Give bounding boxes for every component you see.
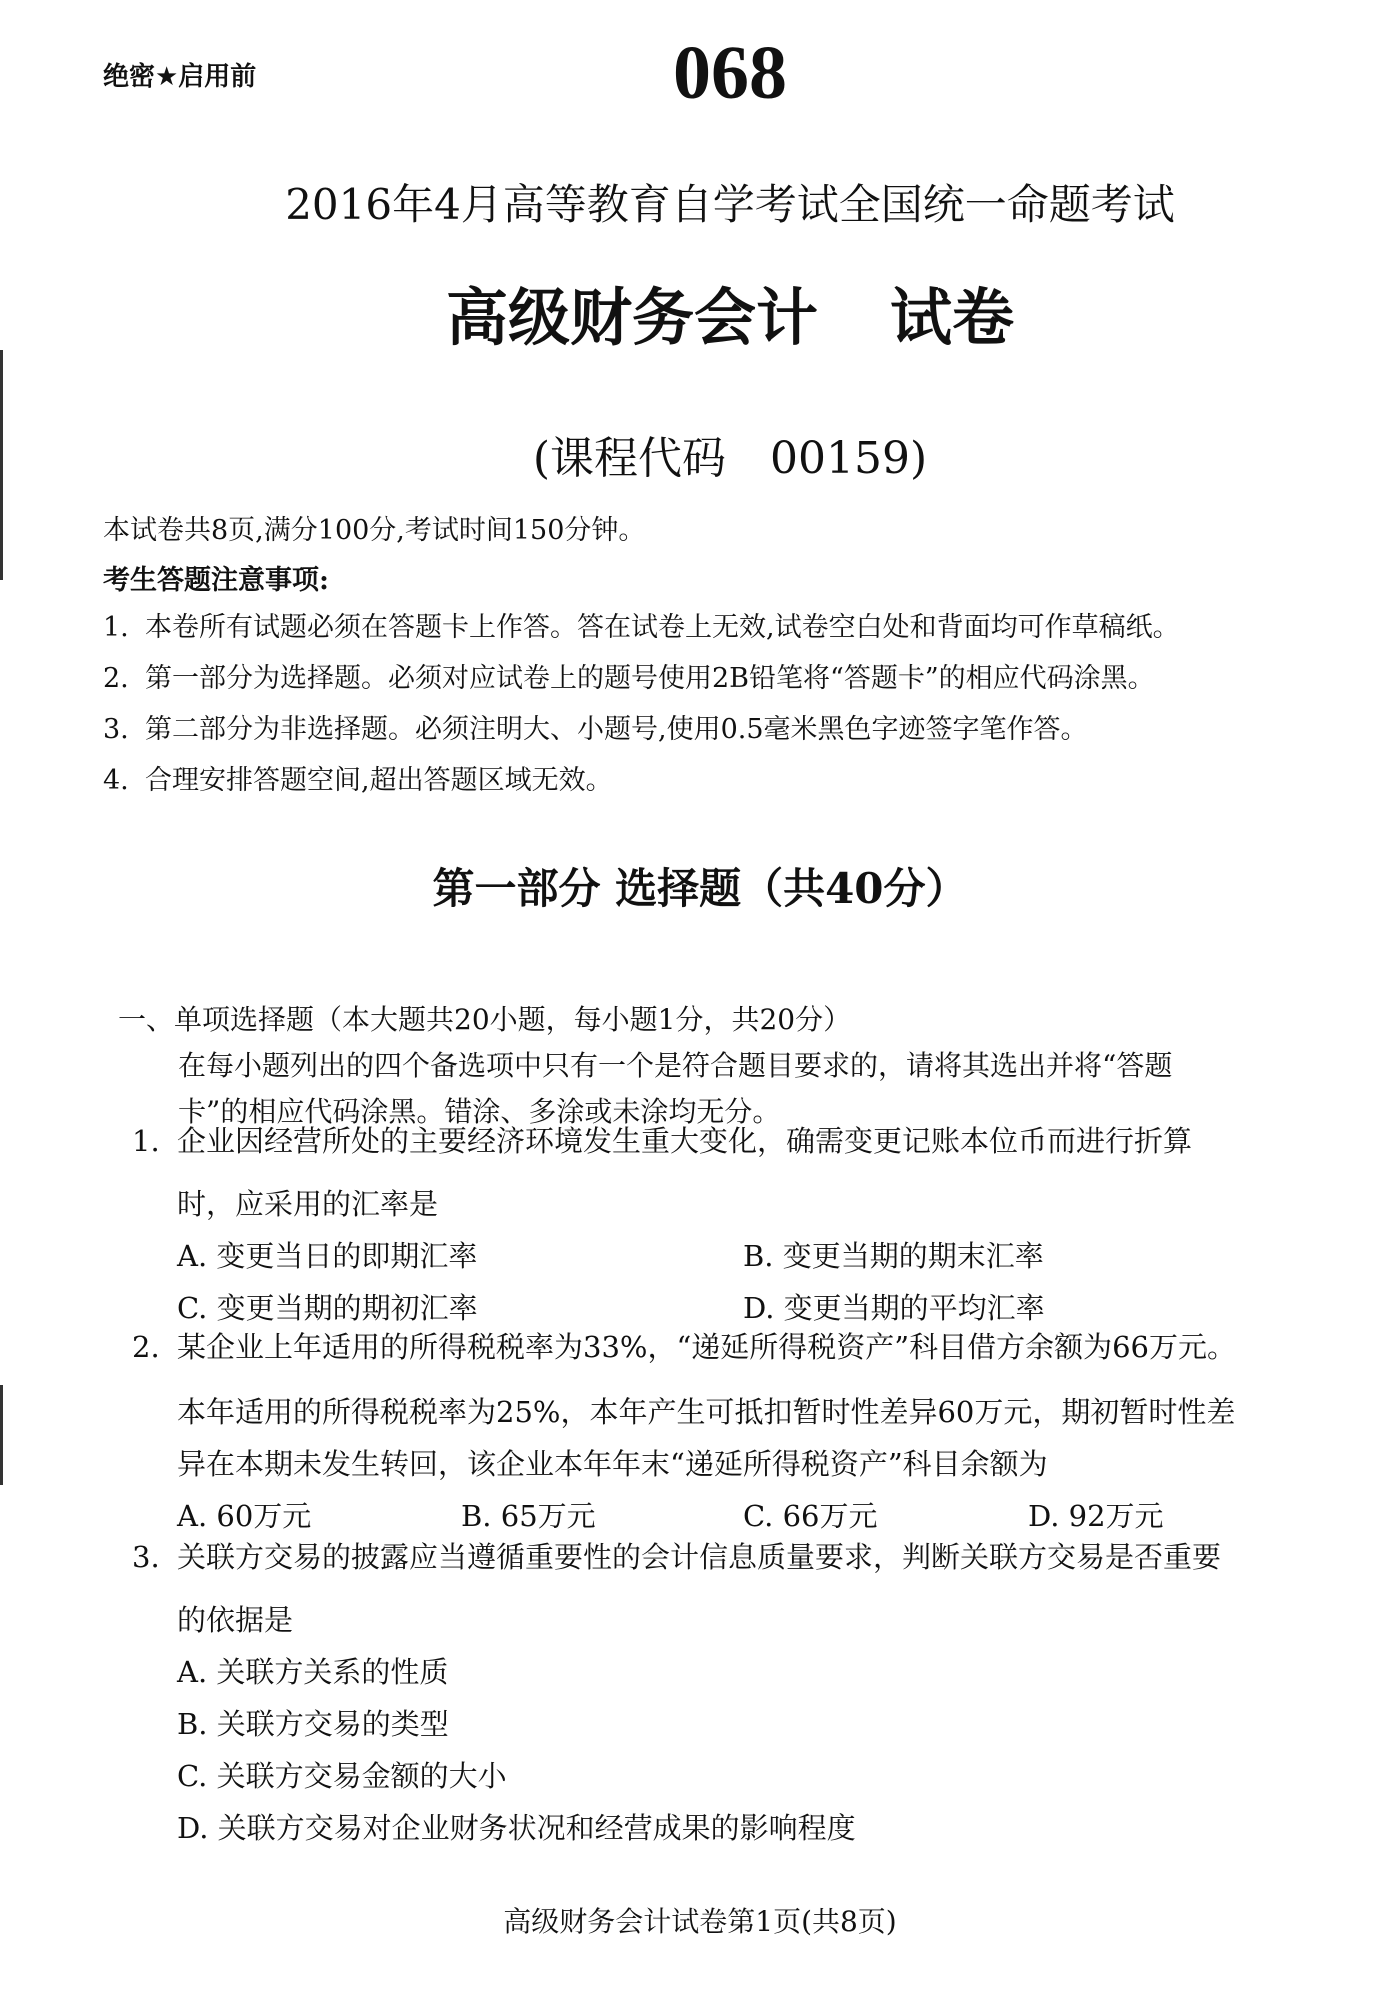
notice-list <box>103 602 1180 806</box>
question-2 <box>132 1320 1236 1374</box>
question-text: 关联方交易的披露应当遵循重要性的会计信息质量要求，判断关联方交易是否重要 <box>177 1540 1222 1574</box>
scan-edge-mark <box>0 1385 3 1485</box>
option-a: A. 变更当日的即期汇率 <box>177 1239 478 1273</box>
section-heading: 一、单项选择题（本大题共20小题，每小题1分，共20分） <box>118 1003 852 1036</box>
option-c: C. 66万元 <box>743 1499 878 1533</box>
question-text-continued: 的依据是 <box>177 1603 294 1637</box>
part-one-title: 第一部分 选择题（共40分） <box>432 864 968 913</box>
paper-title-main: 高级财务会计 <box>445 281 818 354</box>
question-number: 2. <box>132 1330 160 1364</box>
paper-info: 本试卷共8页,满分100分,考试时间150分钟。 <box>103 515 646 546</box>
question-number: 3. <box>132 1540 160 1574</box>
option-c: C. 关联方交易金额的大小 <box>177 1759 507 1793</box>
question-3 <box>132 1530 1221 1584</box>
question-text-continued: 时，应采用的汇率是 <box>177 1187 439 1221</box>
notice-item: 3. 第二部分为非选择题。必须注明大、小题号,使用0.5毫米黑色字迹签字笔作答。 <box>103 714 1088 745</box>
paper-code: 068 <box>673 31 787 115</box>
option-b: B. 65万元 <box>461 1499 596 1533</box>
question-1 <box>132 1114 1192 1168</box>
exam-title: 2016年4月高等教育自学考试全国统一命题考试 <box>285 180 1175 229</box>
page-footer: 高级财务会计试卷第1页(共8页) <box>503 1905 897 1938</box>
notice-item: 1. 本卷所有试题必须在答题卡上作答。答在试卷上无效,试卷空白处和背面均可作草稿纸。 <box>103 612 1180 643</box>
option-d: D. 92万元 <box>1028 1499 1164 1533</box>
question-text: 某企业上年适用的所得税税率为33%，“递延所得税资产”科目借方余额为66万元。 <box>177 1330 1237 1364</box>
paper-title-suffix: 试卷 <box>890 281 1015 354</box>
option-a: A. 关联方关系的性质 <box>177 1655 449 1689</box>
section-description-line: 在每小题列出的四个备选项中只有一个是符合题目要求的，请将其选出并将“答题 <box>178 1049 1173 1082</box>
course-code: (课程代码 00159) <box>532 433 928 484</box>
option-b: B. 变更当期的期末汇率 <box>743 1239 1044 1273</box>
notice-item: 2. 第一部分为选择题。必须对应试卷上的题号使用2B铅笔将“答题卡”的相应代码涂黑。 <box>103 663 1155 694</box>
section-description-line: 卡”的相应代码涂黑。错涂、多涂或未涂均无分。 <box>178 1095 781 1128</box>
question-text-continued: 异在本期未发生转回，该企业本年年末“递延所得税资产”科目余额为 <box>177 1447 1048 1481</box>
confidential-label: 绝密★启用前 <box>103 62 257 92</box>
question-text-continued: 本年适用的所得税税率为25%，本年产生可抵扣暂时性差异60万元，期初暂时性差 <box>177 1395 1236 1429</box>
notice-item: 4. 合理安排答题空间,超出答题区域无效。 <box>103 765 613 796</box>
option-c: C. 变更当期的期初汇率 <box>177 1291 478 1325</box>
question-number: 1. <box>132 1124 160 1158</box>
option-d: D. 关联方交易对企业财务状况和经营成果的影响程度 <box>177 1811 856 1845</box>
paper-title <box>0 268 1400 357</box>
notice-heading: 考生答题注意事项: <box>103 565 329 596</box>
option-d: D. 变更当期的平均汇率 <box>743 1291 1045 1325</box>
question-text: 企业因经营所处的主要经济环境发生重大变化，确需变更记账本位币而进行折算 <box>177 1124 1193 1158</box>
option-a: A. 60万元 <box>177 1499 312 1533</box>
option-b: B. 关联方交易的类型 <box>177 1707 449 1741</box>
